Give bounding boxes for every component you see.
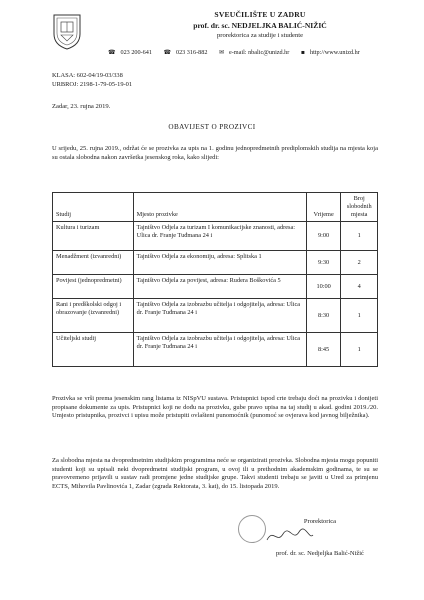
column-header-vrijeme: Vrijeme (306, 193, 340, 222)
table-header-row (53, 193, 378, 222)
document-title: OBAVIJEST O PROZIVCI (168, 123, 256, 131)
table-row (53, 222, 378, 251)
email-address: e-mail: nbalic@unizd.hr (229, 49, 290, 56)
cell-broj: 1 (341, 333, 378, 367)
cell-broj: 4 (341, 275, 378, 299)
cell-vrijeme: 9:30 (306, 251, 340, 275)
cell-mjesto: Tajništvo Odjela za izobrazbu učitelja i odgojitelja, adresa: Ulica dr. Franje Tuđmana 24 i (133, 333, 306, 367)
university-logo-icon (52, 12, 82, 50)
web-icon: ▪ (300, 49, 305, 56)
intro-paragraph: U srijedu, 25. rujna 2019., održat će se prozivka za upis na 1. godinu jednopredmetnih prediplomskih studija na mjesta koja su ostala slobodna nakon završetka jesenskog roka, kako slijedi: (52, 145, 378, 161)
phone-number: 023 200-641 (120, 49, 152, 56)
cell-mjesto: Tajništvo Odjela za ekonomiju, adresa: Splitska 1 (133, 251, 306, 275)
cell-vrijeme: 9:00 (306, 222, 340, 251)
signature-name: prof. dr. sc. Nedjeljka Balić-Nižić (276, 550, 364, 557)
table-row (53, 333, 378, 367)
cell-broj: 1 (341, 299, 378, 333)
column-header-broj: Broj slobodnih mjesta (341, 193, 378, 222)
column-header-mjesto: Mjesto prozivke (133, 193, 306, 222)
cell-mjesto: Tajništvo Odjela za povijest, adresa: Rudera Boškovića 5 (133, 275, 306, 299)
university-name: SVEUČILIŠTE U ZADRU (214, 10, 306, 19)
cell-broj: 2 (341, 251, 378, 275)
double-major-paragraph: Za slobodna mjesta na dvopredmetnim studijskim programima neće se organizirati prozivka. Slobodna mjesta mogu popuniti studenti koji su upisali neki dvopredmetni studijski program, u ovoj ili u prethodnim akademskim godinama, te su se pravovremeno prijavili u sustav radi promjene jedne studijske grupe. Takvi studenti trebaju se javiti u Ured za primjenu ECTS, Mihovila Pavlinovića 1, Zadar (zgrada Rektorata, 3. kat), do 15. listopada 2019. (52, 457, 378, 490)
cell-studij: Povijest (jednopredmetni) (53, 275, 134, 299)
cell-vrijeme: 8:30 (306, 299, 340, 333)
cell-mjesto: Tajništvo Odjela za izobrazbu učitelja i odgojitelja, adresa: Ulica dr. Franje Tuđmana 24 i (133, 299, 306, 333)
cell-studij: Učiteljski studij (53, 333, 134, 367)
fax-icon: ☎ (163, 49, 171, 56)
urbroj: URBROJ: 2198-1-79-05-19-01 (52, 81, 133, 88)
document-reference (52, 71, 132, 89)
prorector-name: prof. dr. sc. NEDJELJKA BALIĆ-NIŽIĆ (193, 21, 327, 30)
cell-broj: 1 (341, 222, 378, 251)
document-date: Zadar, 23. rujna 2019. (52, 103, 111, 110)
column-header-studij: Studij (53, 193, 134, 222)
letterhead (150, 10, 370, 39)
phone-icon: ☎ (108, 49, 116, 56)
table-row (53, 299, 378, 333)
cell-studij: Kultura i turizam (53, 222, 134, 251)
signature-title: Prorektorica (303, 518, 337, 525)
cell-mjesto: Tajništvo Odjela za turizam I komunikacijske znanosti, adresa: Ulica dr. Franje Tuđmana 24 i (133, 222, 306, 251)
fax-number: 023 316-882 (175, 49, 208, 56)
cell-vrijeme: 8:45 (306, 333, 340, 367)
cell-studij: Rani i predškolski odgoj i obrazovanje (izvanredni) (53, 299, 134, 333)
contact-line (108, 49, 408, 56)
cell-vrijeme: 10:00 (306, 275, 340, 299)
email-icon: ✉ (218, 49, 224, 56)
table-row (53, 251, 378, 275)
signature-block (250, 517, 390, 558)
table-row (53, 275, 378, 299)
web-address: http://www.unizd.hr (309, 49, 360, 56)
klasa: KLASA: 602-04/19-03/338 (52, 72, 123, 79)
prorector-role: prorektorica za studije i studente (216, 32, 304, 39)
schedule-table (52, 192, 378, 367)
rules-paragraph: Prozivka se vrši prema jesenskim rang listama iz NISpVU sustava. Pristupnici ispod crte trebaju doći na prozivku i donijeti propisane dokumente za upis. Pristupnici koji ne dođu na prozivku, gube pravo upisa na taj studij u akad. godini 2019./20. Umjesto pristupnika, prozivci i upisu može pristupiti ovlašteni punomoćnik (punomoć se ovjerava kod javnog bilježnika). (52, 395, 378, 420)
cell-studij: Menadžment (izvanredni) (53, 251, 134, 275)
